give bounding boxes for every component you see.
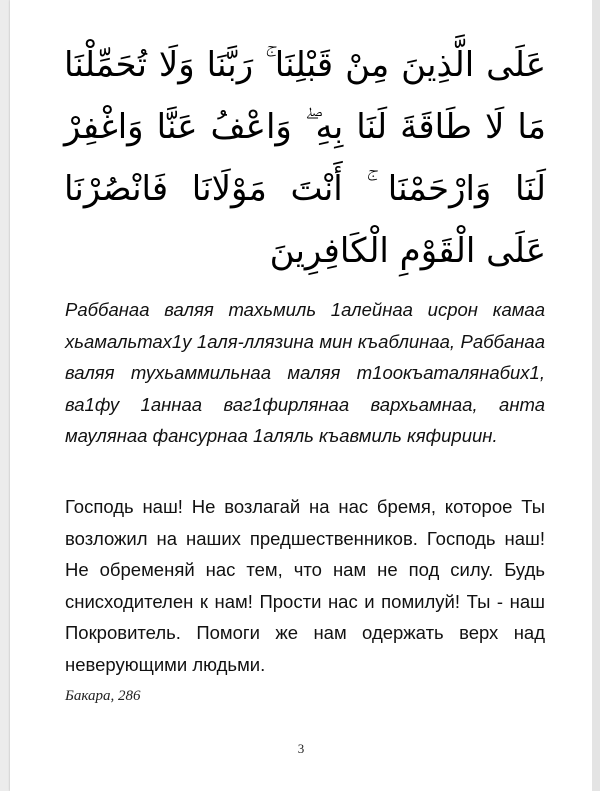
verse-source: Бакара, 286 (65, 688, 141, 704)
document-page (10, 0, 592, 791)
scroll-edge (592, 0, 600, 791)
transliteration-paragraph: Раббанаа валяя тахьмиль 1алейнаа исрон камаа хьамальтах1у 1аля-ллязина мин къаблинаа, Раббанаа валяя тухьаммильнаа маляя т1оокъаталянабих1, ва1фу 1аннаа ваг1фирлянаа вархьамнаа, анта маулянаа фансурнаа 1аляль къавмиль кяфириин. (65, 299, 545, 446)
page-number: 3 (297, 741, 305, 756)
translation-paragraph: Господь наш! Не возлагай на нас бремя, которое Ты возложил на наших предшественников. Господь наш! Не обременяй нас тем, что нам не под силу. Будь снисходителен к нам! Прости нас и помилуй! Ты - наш Покровитель. Помоги же нам одержать верх над неверующими людьми. (65, 496, 545, 675)
arabic-verse: عَلَى الَّذِينَ مِنْ قَبْلِنَا ۚ رَبَّنَا وَلَا تُحَمِّلْنَا مَا لَا طَاقَةَ لَنَا بِهِ ۖ وَاعْفُ عَنَّا وَاغْفِرْ لَنَا وَارْحَمْنَا ۚ أَنْتَ مَوْلَانَا فَانْصُرْنَا عَلَى الْقَوْمِ الْكَافِرِينَ (64, 45, 546, 271)
